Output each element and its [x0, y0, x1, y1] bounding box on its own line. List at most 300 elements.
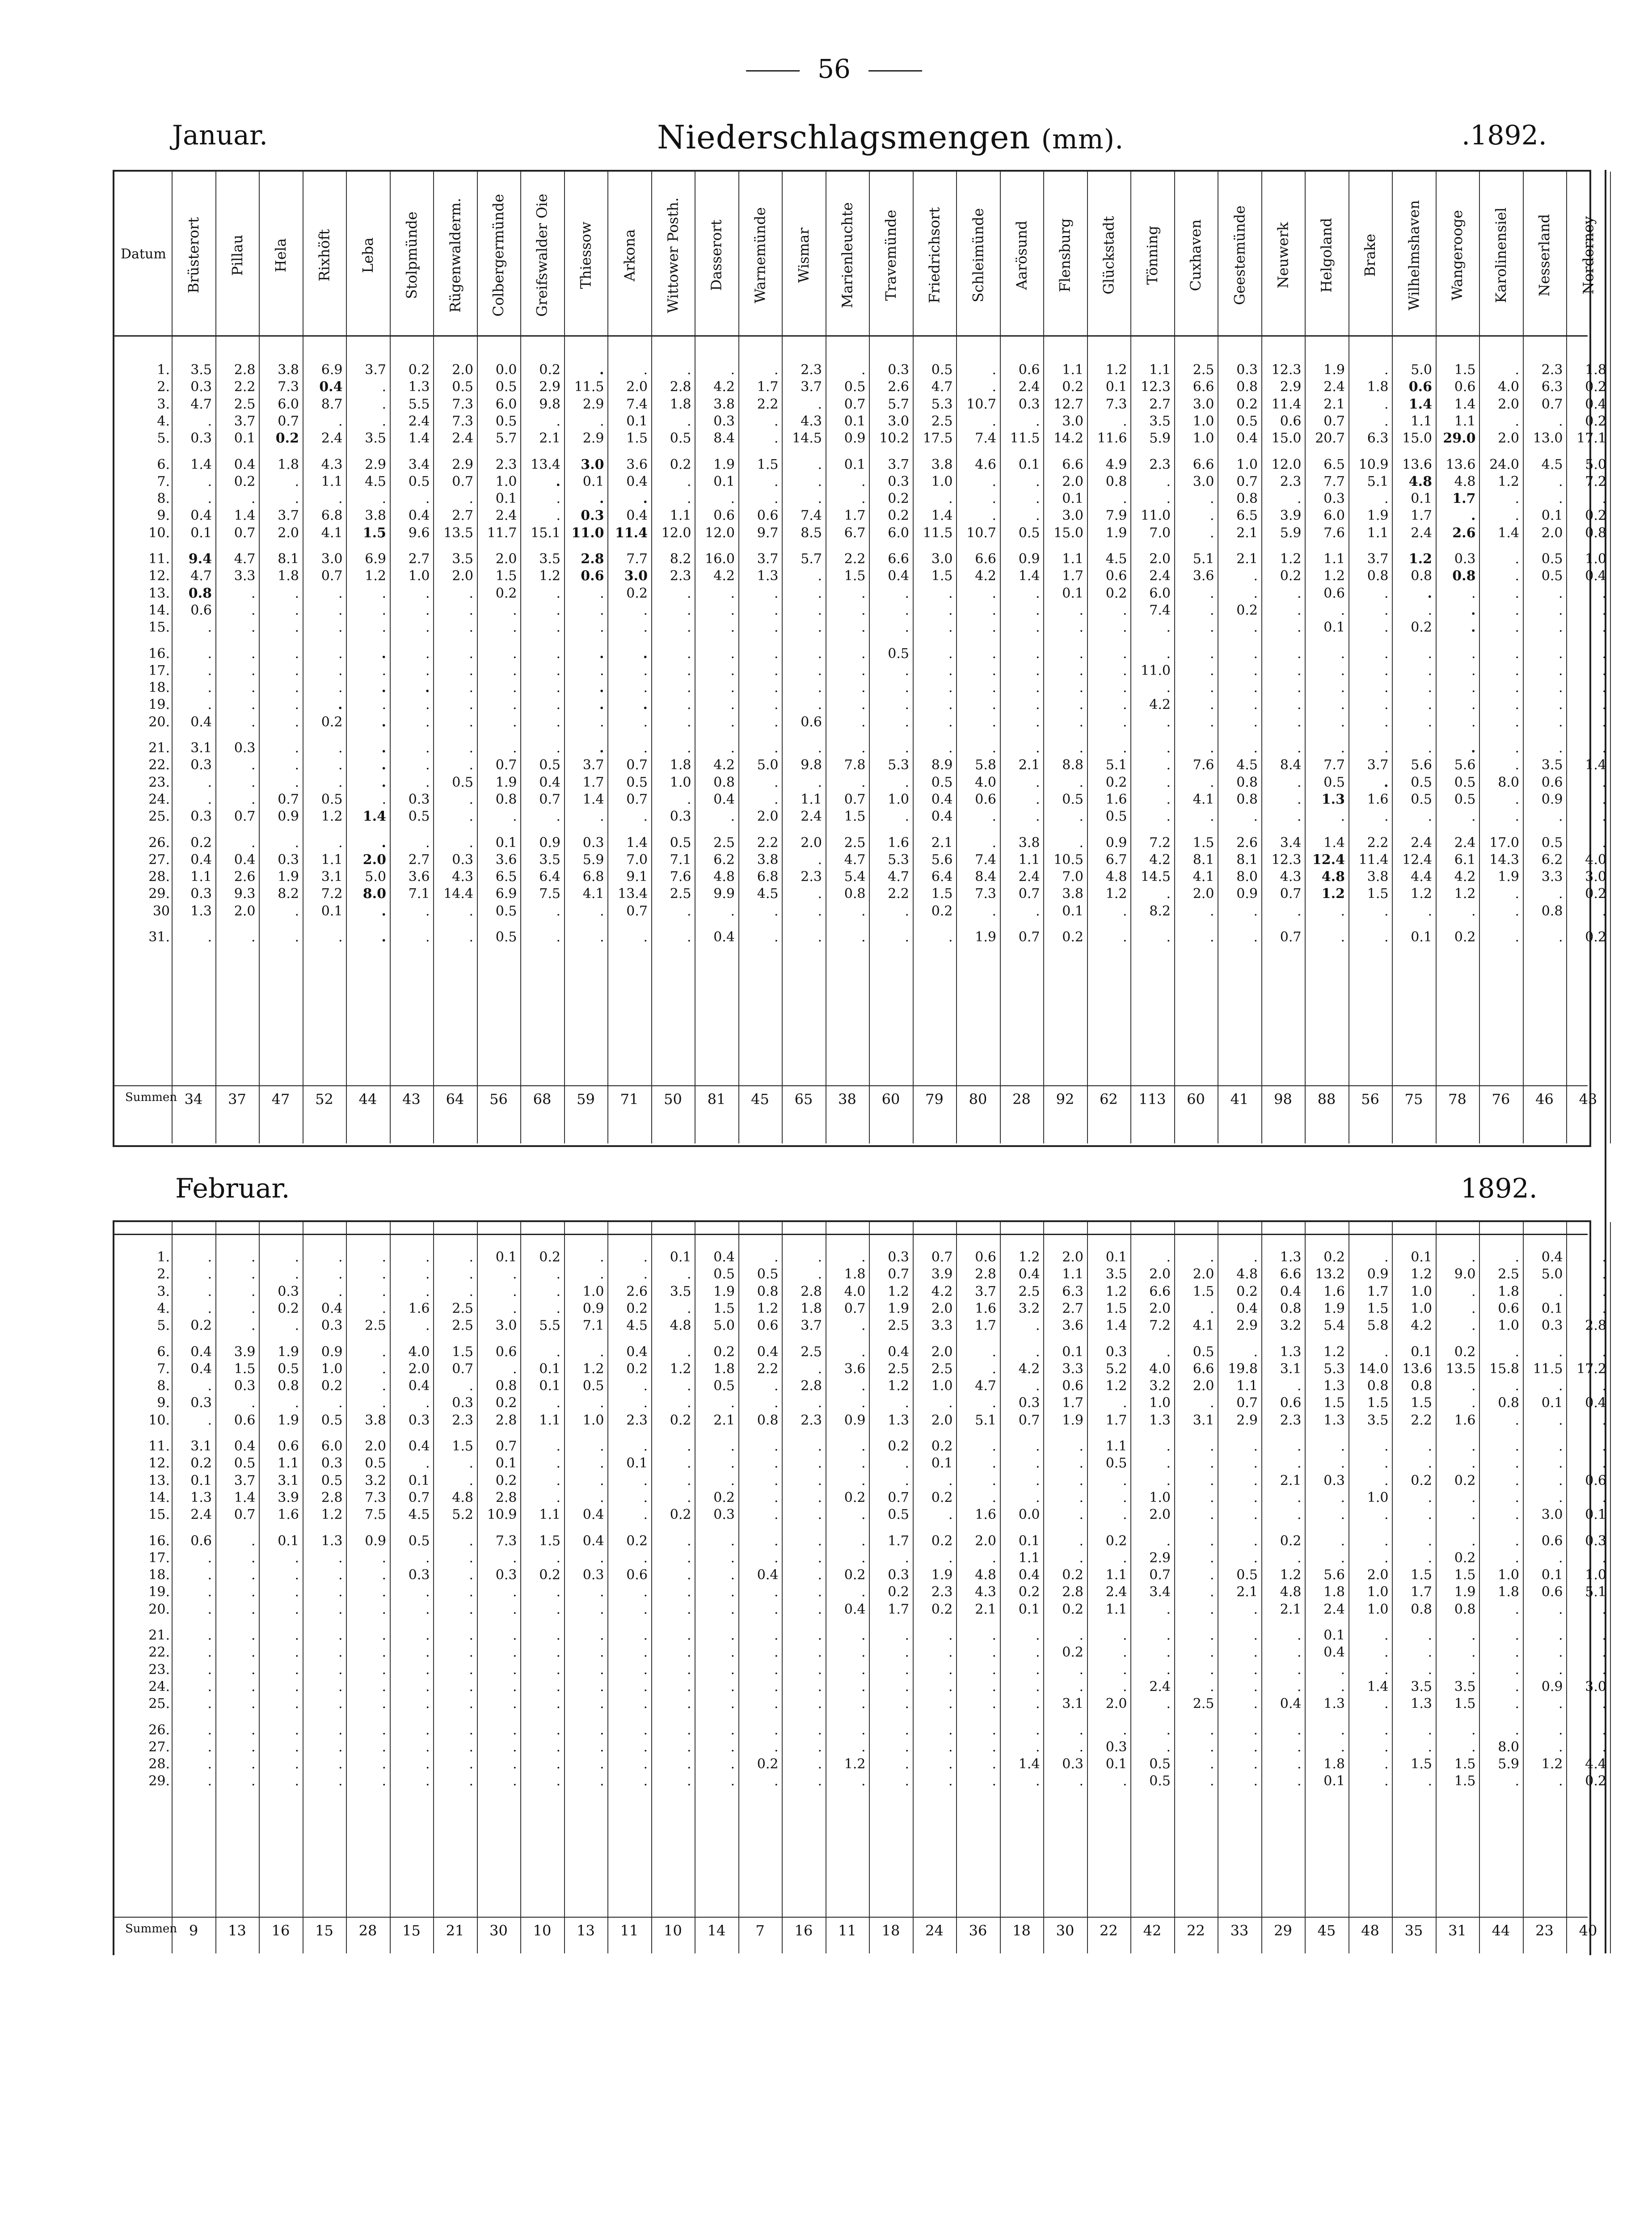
- data-cell: 0.5: [321, 1412, 343, 1428]
- data-cell: .: [338, 491, 343, 507]
- data-cell: .: [1602, 1696, 1606, 1712]
- data-cell: .: [1297, 1678, 1302, 1695]
- data-cell: .: [207, 1249, 212, 1265]
- data-cell: 2.4: [1323, 1601, 1345, 1617]
- data-cell: .: [1210, 809, 1214, 825]
- data-cell: .: [1515, 1378, 1519, 1394]
- data-cell: .: [425, 1678, 430, 1695]
- data-cell: .: [1340, 645, 1345, 662]
- data-cell: .: [1471, 1739, 1476, 1755]
- column-header-label: Flensburg: [1057, 218, 1074, 292]
- data-cell: 4.5: [626, 1318, 648, 1334]
- data-cell: 4.6: [975, 456, 996, 472]
- data-cell: 10.7: [966, 525, 996, 541]
- data-cell: .: [1471, 1455, 1476, 1472]
- data-cell: .: [1340, 1489, 1345, 1505]
- data-cell: .: [774, 491, 779, 507]
- data-cell: 2.7: [1062, 1300, 1083, 1316]
- data-cell: .: [1515, 362, 1519, 378]
- sum-value: 22: [1100, 1922, 1118, 1939]
- data-cell: .: [1297, 1661, 1302, 1678]
- data-cell: 6.7: [1105, 852, 1127, 868]
- data-cell: .: [861, 1318, 866, 1334]
- data-cell: 3.8: [931, 456, 953, 472]
- data-cell: 0.1: [931, 1455, 953, 1472]
- data-cell: 1.5: [1105, 1300, 1127, 1316]
- data-cell: 12.3: [1271, 362, 1302, 378]
- data-cell: 2.6: [1452, 525, 1476, 541]
- data-cell: .: [556, 1584, 560, 1600]
- data-cell: 8.1: [1193, 852, 1214, 868]
- data-cell: 12.3: [1271, 852, 1302, 868]
- data-cell: 2.1: [1280, 1601, 1302, 1617]
- data-cell: 3.0: [1062, 508, 1083, 524]
- data-cell: .: [774, 903, 779, 919]
- data-cell: 3.0: [495, 1318, 517, 1334]
- data-cell: .: [1210, 662, 1214, 679]
- data-cell: .: [1166, 1438, 1171, 1454]
- data-cell: .: [774, 602, 779, 618]
- data-cell: 0.8: [713, 774, 735, 790]
- data-cell: 0.3: [190, 757, 212, 773]
- data-cell: 2.5: [888, 1318, 909, 1334]
- column-header: [610, 175, 649, 335]
- data-cell: 1.8: [278, 568, 299, 584]
- data-cell: 5.0: [1411, 362, 1432, 378]
- data-cell: .: [730, 491, 735, 507]
- data-cell: 0.8: [1452, 568, 1476, 584]
- data-cell: 1.3: [1321, 791, 1345, 807]
- data-cell: .: [1122, 1472, 1127, 1489]
- data-cell: 2.9: [1236, 1318, 1258, 1334]
- data-cell: 5.1: [1105, 757, 1127, 773]
- data-cell: .: [643, 1773, 648, 1789]
- data-cell: .: [818, 1645, 822, 1661]
- data-cell: .: [948, 740, 953, 756]
- data-cell: 5.9: [1149, 430, 1171, 447]
- data-cell: 0.1: [539, 1378, 560, 1394]
- data-cell: 2.3: [452, 1412, 473, 1428]
- data-cell: 1.5: [1411, 1395, 1432, 1411]
- data-cell: 5.5: [539, 1318, 560, 1334]
- data-cell: 0.8: [1367, 568, 1389, 584]
- data-cell: 2.3: [801, 362, 822, 378]
- sum-value: 75: [1404, 1091, 1423, 1108]
- data-cell: .: [382, 662, 386, 679]
- data-cell: .: [425, 1696, 430, 1712]
- data-cell: .: [1471, 1722, 1476, 1738]
- data-cell: .: [861, 1584, 866, 1600]
- data-cell: 0.4: [319, 379, 343, 395]
- data-cell: 8.0: [1236, 869, 1258, 885]
- data-cell: 0.2: [1323, 1249, 1345, 1265]
- column-header-label: Tönning: [1144, 226, 1161, 285]
- data-cell: 2.4: [801, 809, 822, 825]
- data-cell: 0.1: [408, 1472, 430, 1489]
- data-cell: 5.1: [1585, 1584, 1606, 1600]
- data-cell: 1.3: [888, 1412, 909, 1428]
- data-cell: .: [1602, 1378, 1606, 1394]
- data-cell: 0.2: [1454, 929, 1476, 945]
- data-cell: .: [1210, 1550, 1214, 1566]
- data-cell: 0.2: [844, 1567, 866, 1583]
- data-cell: 1.0: [1585, 1567, 1606, 1583]
- data-cell: 1.3: [190, 1489, 212, 1505]
- data-cell: 6.0: [495, 396, 517, 412]
- data-cell: .: [861, 697, 866, 713]
- data-cell: .: [338, 1739, 343, 1755]
- day-label: 18.: [148, 680, 170, 696]
- data-cell: .: [643, 697, 648, 713]
- data-cell: .: [338, 620, 343, 636]
- data-cell: 0.2: [1062, 1567, 1083, 1583]
- data-cell: 1.1: [539, 1412, 560, 1428]
- data-cell: .: [599, 645, 604, 662]
- data-cell: 2.2: [1411, 1412, 1432, 1428]
- data-cell: .: [948, 697, 953, 713]
- data-cell: 8.4: [975, 869, 996, 885]
- data-cell: 2.8: [581, 551, 604, 567]
- data-cell: 0.1: [1541, 1300, 1563, 1316]
- data-cell: .: [1166, 929, 1171, 945]
- data-cell: .: [730, 809, 735, 825]
- data-cell: .: [1558, 473, 1563, 489]
- data-cell: .: [1253, 1628, 1258, 1643]
- data-cell: .: [992, 1756, 996, 1772]
- data-cell: .: [643, 1472, 648, 1489]
- data-cell: .: [774, 430, 779, 447]
- data-cell: 7.4: [975, 852, 996, 868]
- data-cell: 7.7: [1323, 473, 1345, 489]
- data-cell: .: [207, 791, 212, 807]
- data-cell: 1.4: [626, 835, 648, 851]
- data-cell: 0.3: [408, 1412, 430, 1428]
- data-cell: 0.7: [1236, 1395, 1258, 1411]
- data-cell: 0.5: [1454, 774, 1476, 790]
- data-cell: .: [1253, 809, 1258, 825]
- data-cell: .: [643, 1249, 648, 1265]
- data-cell: 3.7: [234, 413, 256, 429]
- data-cell: 3.0: [1585, 1678, 1606, 1695]
- data-cell: 9.8: [801, 757, 822, 773]
- data-cell: .: [425, 740, 430, 756]
- data-cell: .: [1297, 1722, 1302, 1738]
- data-cell: 0.6: [1498, 1300, 1519, 1316]
- day-label: 4.: [157, 413, 170, 429]
- data-cell: .: [861, 491, 866, 507]
- data-cell: .: [1253, 1722, 1258, 1738]
- data-cell: .: [1035, 620, 1040, 636]
- sum-value: 7: [755, 1922, 765, 1939]
- data-cell: 0.2: [1236, 602, 1258, 618]
- data-cell: 1.0: [1411, 1283, 1432, 1299]
- data-cell: .: [338, 929, 343, 945]
- data-cell: .: [207, 1378, 212, 1394]
- data-cell: .: [1253, 568, 1258, 584]
- data-cell: 1.5: [626, 430, 648, 447]
- data-cell: 0.9: [539, 835, 560, 851]
- data-cell: .: [905, 714, 909, 730]
- column-header-label: Wangerooge: [1449, 210, 1466, 301]
- data-cell: .: [295, 680, 299, 696]
- data-cell: .: [1602, 714, 1606, 730]
- data-cell: .: [774, 740, 779, 756]
- day-label: 9.: [157, 508, 170, 524]
- data-cell: 3.1: [190, 740, 212, 756]
- data-cell: 14.0: [1358, 1361, 1389, 1377]
- data-cell: .: [1384, 1550, 1389, 1566]
- data-cell: 0.5: [539, 757, 560, 773]
- data-cell: .: [1428, 697, 1432, 713]
- data-cell: .: [1515, 1249, 1519, 1265]
- data-cell: 1.0: [582, 1283, 604, 1299]
- data-cell: .: [818, 929, 822, 945]
- data-cell: .: [1558, 1601, 1563, 1617]
- data-cell: .: [382, 379, 386, 395]
- data-cell: .: [1166, 491, 1171, 507]
- data-cell: .: [1602, 1283, 1606, 1299]
- data-cell: .: [1253, 1661, 1258, 1678]
- data-cell: .: [1210, 929, 1214, 945]
- data-cell: .: [1253, 1696, 1258, 1712]
- data-cell: .: [1384, 396, 1389, 412]
- data-cell: .: [1471, 1300, 1476, 1316]
- data-cell: 8.2: [670, 551, 691, 567]
- data-cell: .: [992, 697, 996, 713]
- column-header: [1307, 175, 1346, 335]
- data-cell: .: [1515, 1773, 1519, 1789]
- data-cell: .: [1035, 903, 1040, 919]
- data-cell: 0.7: [1236, 473, 1258, 489]
- data-cell: .: [730, 645, 735, 662]
- data-cell: 0.4: [234, 1438, 256, 1454]
- data-cell: .: [774, 1455, 779, 1472]
- data-cell: 2.2: [888, 886, 909, 902]
- data-cell: .: [1602, 1550, 1606, 1566]
- data-cell: 1.1: [801, 791, 822, 807]
- data-cell: 0.2: [888, 508, 909, 524]
- data-cell: .: [1384, 1661, 1389, 1678]
- sum-value: 28: [1012, 1091, 1031, 1108]
- data-cell: 0.4: [190, 852, 212, 868]
- data-cell: .: [295, 1678, 299, 1695]
- data-cell: .: [1122, 491, 1127, 507]
- data-cell: .: [992, 620, 996, 636]
- data-cell: .: [643, 1395, 648, 1411]
- data-cell: .: [512, 1756, 517, 1772]
- data-cell: .: [1210, 680, 1214, 696]
- data-cell: 0.6: [1105, 568, 1127, 584]
- data-cell: .: [1471, 714, 1476, 730]
- data-cell: .: [1602, 791, 1606, 807]
- data-cell: .: [469, 1455, 473, 1472]
- data-cell: .: [1558, 1412, 1563, 1428]
- data-cell: .: [599, 903, 604, 919]
- data-cell: 0.5: [1062, 791, 1083, 807]
- sum-value: 80: [969, 1091, 987, 1108]
- data-cell: 29.0: [1443, 430, 1476, 447]
- data-cell: .: [1297, 714, 1302, 730]
- data-cell: .: [295, 1722, 299, 1738]
- column-header: [1046, 175, 1084, 335]
- data-cell: 2.8: [495, 1489, 517, 1505]
- day-label: 24.: [148, 1678, 170, 1695]
- data-cell: .: [1166, 740, 1171, 756]
- data-cell: 1.4: [408, 430, 430, 447]
- data-cell: .: [512, 1645, 517, 1661]
- data-cell: .: [251, 1601, 256, 1617]
- data-cell: 0.8: [1411, 1378, 1432, 1394]
- data-cell: 0.5: [1541, 835, 1563, 851]
- data-cell: 1.9: [1498, 869, 1519, 885]
- data-cell: 6.3: [1062, 1283, 1083, 1299]
- data-cell: 1.5: [1411, 1567, 1432, 1583]
- sum-value: 64: [446, 1091, 464, 1108]
- data-cell: 8.4: [1280, 757, 1302, 773]
- data-cell: 2.0: [234, 903, 256, 919]
- data-cell: 7.3: [452, 413, 473, 429]
- data-cell: 0.8: [1367, 1378, 1389, 1394]
- data-cell: .: [556, 1773, 560, 1789]
- data-cell: .: [1384, 809, 1389, 825]
- data-cell: .: [687, 645, 691, 662]
- data-cell: 0.4: [626, 1344, 648, 1360]
- data-cell: 7.5: [539, 886, 560, 902]
- data-cell: 0.1: [190, 525, 212, 541]
- data-cell: .: [599, 413, 604, 429]
- data-cell: .: [599, 1395, 604, 1411]
- data-cell: 3.5: [365, 430, 386, 447]
- data-cell: .: [861, 602, 866, 618]
- column-divider: [1610, 172, 1611, 1143]
- data-cell: .: [1253, 1489, 1258, 1505]
- data-cell: .: [730, 662, 735, 679]
- data-cell: .: [1035, 1628, 1040, 1643]
- data-cell: .: [687, 1756, 691, 1772]
- data-cell: .: [730, 903, 735, 919]
- data-cell: .: [1210, 903, 1214, 919]
- data-cell: 1.1: [539, 1507, 560, 1523]
- data-cell: .: [1210, 620, 1214, 636]
- data-cell: .: [425, 1584, 430, 1600]
- sum-value: 60: [1187, 1091, 1205, 1108]
- data-cell: .: [512, 809, 517, 825]
- data-cell: 11.5: [923, 525, 953, 541]
- data-cell: .: [382, 585, 386, 601]
- data-cell: 1.2: [1323, 568, 1345, 584]
- data-cell: 0.3: [452, 1395, 473, 1411]
- data-cell: .: [992, 413, 996, 429]
- data-cell: .: [1428, 1722, 1432, 1738]
- data-cell: 2.0: [362, 852, 386, 868]
- data-cell: .: [1253, 620, 1258, 636]
- data-cell: .: [1428, 680, 1432, 696]
- data-cell: 1.5: [844, 568, 866, 584]
- data-cell: 0.7: [888, 1489, 909, 1505]
- data-cell: 1.0: [1236, 456, 1258, 472]
- sum-value: 16: [794, 1922, 813, 1939]
- data-cell: 0.1: [278, 1533, 299, 1549]
- data-cell: 0.4: [713, 1249, 735, 1265]
- data-cell: .: [207, 774, 212, 790]
- data-cell: .: [1602, 585, 1606, 601]
- data-cell: 1.7: [1452, 491, 1476, 507]
- data-cell: 6.5: [1323, 456, 1345, 472]
- data-cell: 1.8: [670, 757, 691, 773]
- column-header-label: Rügenwalderm.: [447, 198, 464, 313]
- data-cell: .: [295, 740, 299, 756]
- data-cell: 6.3: [1367, 430, 1389, 447]
- data-cell: .: [556, 508, 560, 524]
- column-header: [1177, 175, 1215, 335]
- data-cell: .: [1210, 714, 1214, 730]
- column-header: [1569, 175, 1607, 335]
- data-cell: 4.2: [1454, 869, 1476, 885]
- data-cell: .: [1122, 645, 1127, 662]
- data-cell: 2.4: [321, 430, 343, 447]
- data-cell: .: [556, 1344, 560, 1360]
- column-header: [1090, 175, 1128, 335]
- data-cell: .: [1471, 620, 1476, 636]
- data-cell: .: [687, 662, 691, 679]
- day-label: 5.: [157, 1318, 170, 1334]
- data-cell: .: [1122, 714, 1127, 730]
- data-cell: .: [774, 1507, 779, 1523]
- data-cell: .: [687, 1678, 691, 1695]
- data-cell: .: [556, 1756, 560, 1772]
- data-cell: .: [1428, 903, 1432, 919]
- data-cell: 0.1: [1411, 1344, 1432, 1360]
- data-cell: .: [1166, 757, 1171, 773]
- data-cell: .: [207, 1661, 212, 1678]
- data-cell: .: [643, 1550, 648, 1566]
- data-cell: .: [599, 714, 604, 730]
- sum-value: 79: [925, 1091, 944, 1108]
- data-cell: 0.3: [1541, 1318, 1563, 1334]
- data-cell: .: [1079, 1628, 1083, 1643]
- data-cell: 0.2: [408, 362, 430, 378]
- data-cell: 1.9: [1454, 1584, 1476, 1600]
- data-cell: 2.4: [408, 413, 430, 429]
- data-cell: 8.0: [362, 886, 386, 902]
- data-cell: .: [1035, 740, 1040, 756]
- data-cell: 5.8: [975, 757, 996, 773]
- data-cell: .: [1602, 1661, 1606, 1678]
- data-cell: .: [295, 585, 299, 601]
- column-header: [392, 175, 431, 335]
- data-cell: 2.0: [1193, 886, 1214, 902]
- data-cell: 0.5: [1105, 809, 1127, 825]
- data-cell: 0.5: [495, 413, 517, 429]
- data-cell: 0.3: [1018, 1395, 1040, 1411]
- data-cell: .: [1166, 1455, 1171, 1472]
- data-cell: .: [1558, 1645, 1563, 1661]
- data-cell: 1.7: [1062, 568, 1083, 584]
- column-header-label: Greifswalder Oie: [534, 194, 551, 317]
- data-cell: .: [818, 1722, 822, 1738]
- data-cell: 0.4: [1541, 1249, 1563, 1265]
- data-cell: .: [1340, 1661, 1345, 1678]
- data-cell: 5.6: [1454, 757, 1476, 773]
- data-cell: 0.5: [321, 1472, 343, 1489]
- data-cell: .: [774, 1696, 779, 1712]
- data-cell: 2.4: [1454, 835, 1476, 851]
- data-cell: .: [1602, 1249, 1606, 1265]
- data-cell: 9.9: [713, 886, 735, 902]
- data-cell: .: [1035, 1378, 1040, 1394]
- data-cell: .: [1253, 1678, 1258, 1695]
- data-cell: .: [730, 1678, 735, 1695]
